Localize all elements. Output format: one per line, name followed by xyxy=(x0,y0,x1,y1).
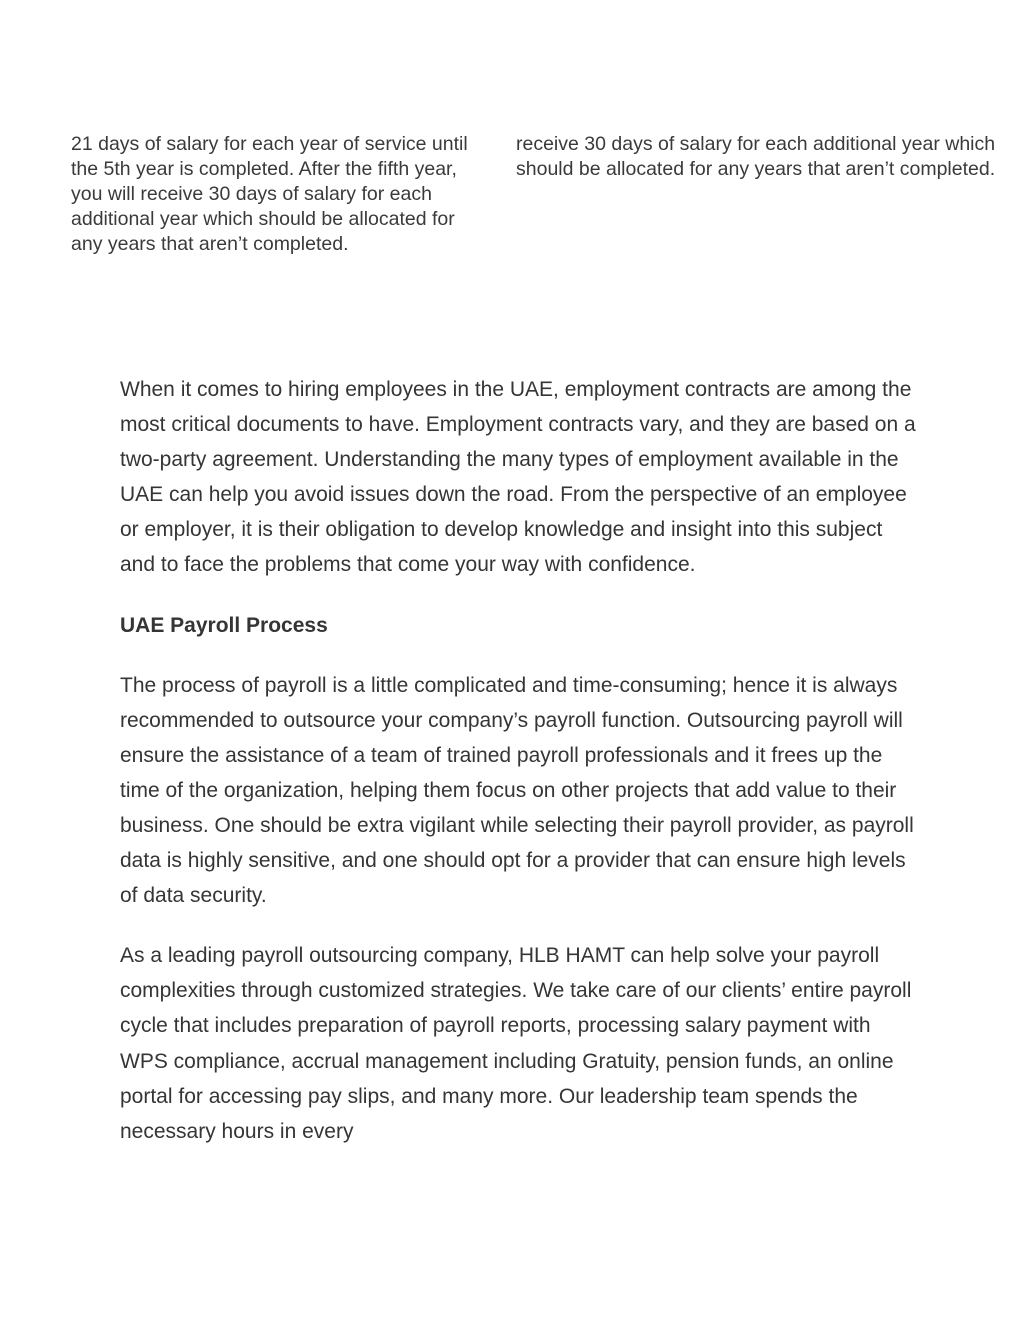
gratuity-table-fragment xyxy=(0,0,1024,300)
intro-paragraph: When it comes to hiring employees in the UAE, employment contracts are among the most critical documents to have. Employment contracts vary, and they are based on a two-party agreement. Understanding the many types of employment available in the UAE can help you avoid issues down the road. From the perspective of an employee or employer, it is their obligation to develop knowledge and insight into this subject and to face the problems that come your way with confidence. xyxy=(120,378,916,577)
table-cell-right-line: should be allocated for any years that aren’t completed. xyxy=(516,158,996,180)
table-cell-right xyxy=(516,132,1024,182)
table-cell-left: 21 days of salary for each year of service until the 5th year is completed. After the fifth year, you will receive 30 days of salary for each additional year which should be allocated for any years that aren’t completed. xyxy=(71,133,468,255)
payroll-paragraph-1: The process of payroll is a little complicated and time-consuming; hence it is always recommended to outsource your company’s payroll function. Outsourcing payroll will ensure the assistance of a team of trained payroll professionals and it frees up the time of the organization, helping them focus on other projects that add value to their business. One should be extra vigilant while selecting their payroll provider, as payroll data is highly sensitive, and one should opt for a provider that can ensure high levels of data security. xyxy=(120,673,914,908)
section-heading: UAE Payroll Process xyxy=(120,613,328,637)
payroll-paragraph-2: As a leading payroll outsourcing company, HLB HAMT can help solve your payroll complexities through customized strategies. We take care of our clients’ entire payroll cycle that includes preparation of payroll reports, processing salary payment with WPS compliance, accrual management including Gratuity, pension funds, an online portal for accessing pay slips, and many more. Our leadership team spends the necessary hours in every xyxy=(120,944,912,1143)
table-cell-right-line: receive 30 days of salary for each additional year which xyxy=(516,133,996,155)
article-body xyxy=(120,372,920,1174)
